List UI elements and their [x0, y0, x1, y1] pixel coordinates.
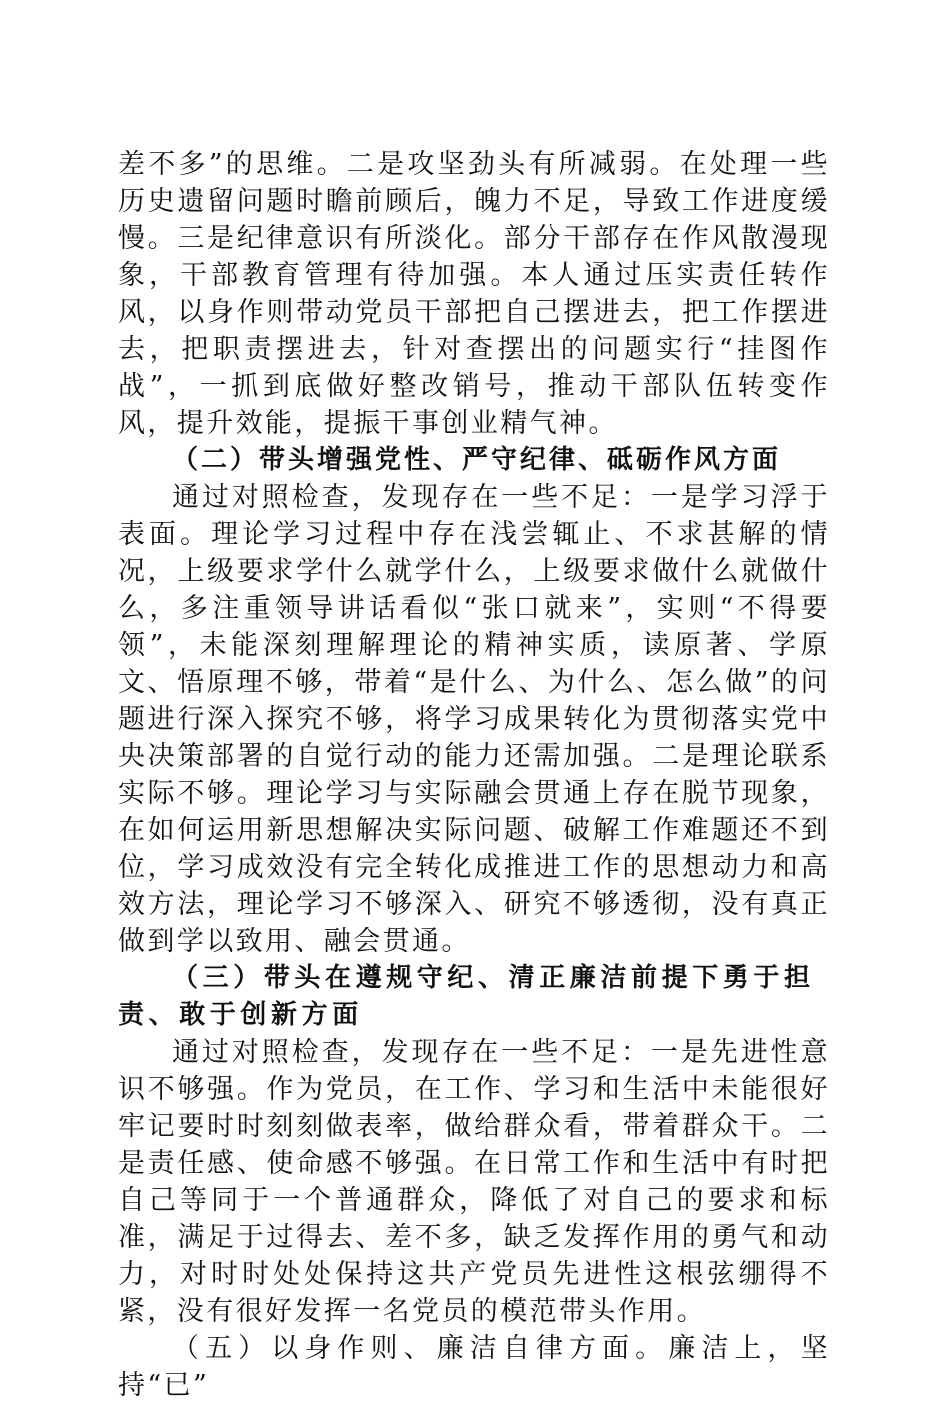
paragraph-section-5: （五）以身作则、廉洁自律方面。廉洁上，坚持“已”	[118, 1333, 830, 1401]
section-heading-3: （三）带头在遵规守纪、清正廉洁前提下勇于担责、敢于创新方面	[118, 963, 815, 1030]
paragraph-continuation: 差不多”的思维。二是攻坚劲头有所减弱。在处理一些历史遗留问题时瞻前顾后，魄力不足，导致工作进度缓慢。三是纪律意识有所淡化。部分干部存在作风散漫现象，干部教育管理有待加强。本人通过压实责任转作风，以身作则带动党员干部把自己摆进去，把工作摆进去，把职责摆进去，针对查摆出的问题实行“挂图作战”，一抓到底做好整改销号，推动干部队伍转变作风，提升效能，提振干事创业精气神。	[118, 149, 830, 439]
section-heading-2: （二）带头增强党性、严守纪律、砥砺作风方面	[172, 445, 782, 475]
document-body	[118, 146, 830, 1404]
paragraph-section-3: 通过对照检查，发现存在一些不足：一是先进性意识不够强。作为党员，在工作、学习和生活中未能很好牢记要时时刻刻做表率，做给群众看，带着群众干。二是责任感、使命感不够强。在日常工作和生活中有时把自己等同于一个普通群众，降低了对自己的要求和标准，满足于过得去、差不多，缺乏发挥作用的勇气和动力，对时时处处保持这共产党员先进性这根弦绷得不紧，没有很好发挥一名党员的模范带头作用。	[118, 1037, 830, 1327]
paragraph-section-2: 通过对照检查，发现存在一些不足：一是学习浮于表面。理论学习过程中存在浅尝辄止、不求甚解的情况，上级要求学什么就学什么，上级要求做什么就做什么，多注重领导讲话看似“张口就来”，实则“不得要领”，未能深刻理解理论的精神实质，读原著、学原文、悟原理不够，带着“是什么、为什么、怎么做”的问题进行深入探究不够，将学习成果转化为贯彻落实党中央决策部署的自觉行动的能力还需加强。二是理论联系实际不够。理论学习与实际融会贯通上存在脱节现象，在如何运用新思想解决实际问题、破解工作难题还不到位，学习成效没有完全转化成推进工作的思想动力和高效方法，理论学习不够深入、研究不够透彻，没有真正做到学以致用、融会贯通。	[118, 482, 830, 957]
